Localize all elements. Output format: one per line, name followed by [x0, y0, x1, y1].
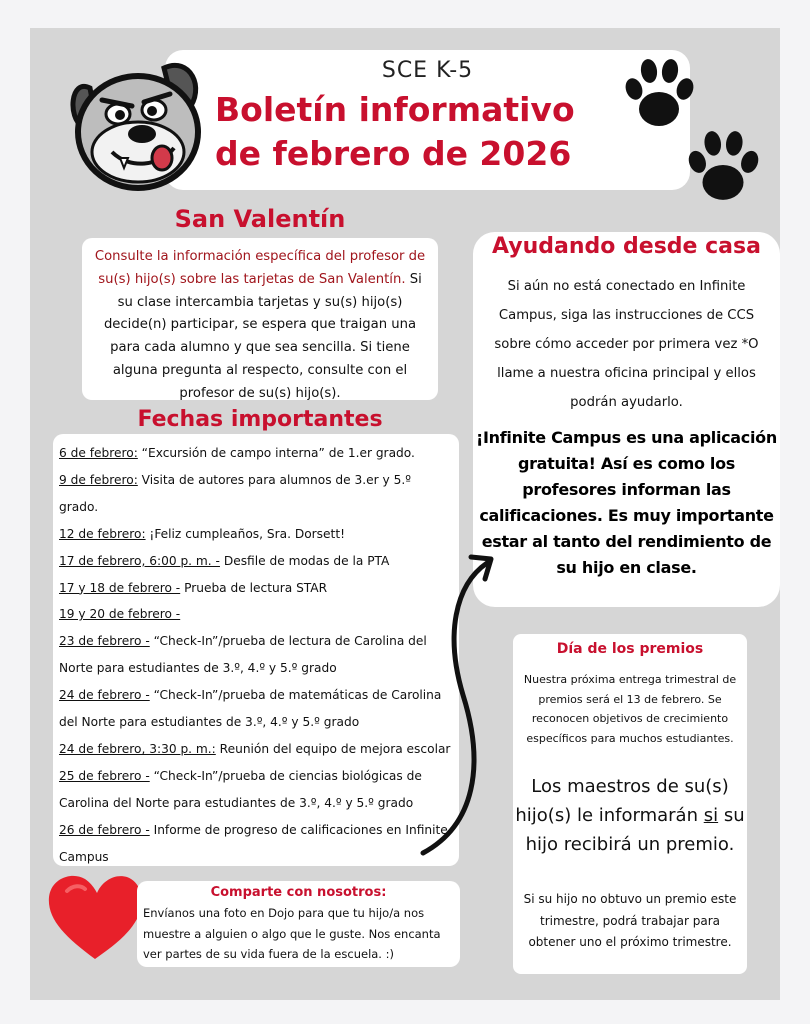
fecha-date: 24 de febrero, 3:30 p. m.: [59, 741, 216, 756]
header-box [165, 50, 690, 190]
fechas-item [59, 467, 453, 521]
school-name: SCE K-5 [381, 58, 474, 83]
fecha-date: 26 de febrero - [59, 822, 150, 837]
title-line-2: de febrero de 2026 [215, 134, 572, 173]
fechas-item [59, 521, 453, 548]
fecha-date: 17 de febrero, 6:00 p. m. - [59, 553, 220, 568]
premios-big-before: Los maestros de su(s) hijo(s) le informarán [515, 776, 729, 826]
fecha-date: 17 y 18 de febrero - [59, 580, 181, 595]
fecha-date: 24 de febrero - [59, 688, 150, 703]
fecha-date: 12 de febrero: [59, 526, 146, 541]
san-valentin-heading: San Valentín [174, 205, 346, 233]
premios-big-after: su hijo recibirá un premio. [525, 805, 745, 855]
fechas-item [59, 817, 453, 871]
fecha-text: Visita de autores para alumnos de 3.er y 5.º grado. [59, 472, 411, 514]
fechas-item [59, 763, 453, 817]
newsletter-title [215, 88, 655, 176]
fechas-box [53, 434, 459, 866]
san-valentin-text-black: Si su clase intercambia tarjetas y su(s) hijo(s) decide(n) participar, se espera que traigan una para cada alumno y que sea sencilla. Si tiene alguna pregunta al respecto, consulte con el profesor de su(s) hijo(s). [103, 271, 422, 401]
title-line-1: Boletín informativo [215, 90, 575, 129]
san-valentin-text [94, 246, 426, 406]
paw-print-icon [683, 126, 763, 208]
fechas-heading: Fechas importantes [137, 407, 383, 432]
fecha-text: Informe de progreso de calificaciones en Infinite Campus [59, 822, 448, 864]
premios-big-underline: si [703, 805, 719, 826]
premios-big-text [513, 772, 747, 859]
fechas-list [59, 440, 453, 871]
fecha-text: “Check-In”/prueba de ciencias biológicas de Carolina del Norte para estudiantes de 3.º, 4.º y 5.º grado [59, 768, 422, 810]
san-valentin-text-red: Consulte la información específica del profesor de su(s) hijo(s) sobre las tarjetas de San Valentín. [94, 249, 426, 287]
paw-print-icon [620, 55, 698, 133]
ayudando-heading: Ayudando desde casa [492, 234, 761, 259]
curved-arrow-icon [415, 545, 505, 860]
fechas-item [59, 682, 453, 736]
fecha-text: “Check-In”/prueba de matemáticas de Carolina del Norte para estudiantes de 3.º, 4.º y 5.º grado [59, 688, 442, 730]
premios-text-1: Nuestra próxima entrega trimestral de premios será el 13 de febrero. Se reconocen objetivos de crecimiento específicos para muchos estudiantes. [523, 673, 737, 745]
fecha-text: ¡Feliz cumpleaños, Sra. Dorsett! [145, 526, 345, 541]
fecha-date: 25 de febrero - [59, 768, 150, 783]
fecha-text: Prueba de lectura STAR [180, 580, 328, 595]
fechas-item [59, 736, 453, 763]
premios-heading: Día de los premios [556, 641, 704, 657]
fechas-item [59, 575, 453, 602]
fecha-text: Reunión del equipo de mejora escolar [215, 741, 451, 756]
comparte-text: Envíanos una foto en Dojo para que tu hijo/a nos muestre a alguien o algo que le guste. Nos encanta ver partes de su vida fuera de la escuela. :) [143, 906, 441, 961]
bulldog-mascot-icon [60, 48, 210, 196]
comparte-heading: Comparte con nosotros: [210, 885, 387, 900]
comparte-box [137, 881, 460, 967]
fechas-item [59, 548, 453, 575]
san-valentin-box [82, 238, 438, 400]
fecha-text: Desfile de modas de la PTA [219, 553, 390, 568]
heart-icon [45, 866, 145, 968]
premios-text-2: Si su hijo no obtuvo un premio este trimestre, podrá trabajar para obtener uno el próximo trimestre. [523, 892, 737, 949]
fechas-item [59, 440, 453, 467]
premios-box [513, 634, 747, 974]
fecha-date: 9 de febrero: [59, 472, 138, 487]
fecha-date: 19 y 20 de febrero - [59, 607, 181, 622]
fechas-item [59, 601, 453, 628]
fecha-text: “Excursión de campo interna” de 1.er grado. [137, 446, 415, 460]
ayudando-text: Si aún no está conectado en Infinite Campus, siga las instrucciones de CCS sobre cómo acceder por primera vez *O llame a nuestra oficina principal y ellos podrán ayudarlo. [494, 279, 759, 410]
ayudando-bold-text: ¡Infinite Campus es una aplicación gratuita! Así es como los profesores informan las calificaciones. Es muy importante estar al tanto del rendimiento de su hijo en clase. [476, 428, 777, 577]
fechas-item [59, 628, 453, 682]
fecha-date: 23 de febrero - [59, 634, 150, 649]
fecha-text: “Check-In”/prueba de lectura de Carolina del Norte para estudiantes de 3.º, 4.º y 5.º grado [59, 634, 427, 676]
fecha-date: 6 de febrero: [59, 446, 138, 460]
